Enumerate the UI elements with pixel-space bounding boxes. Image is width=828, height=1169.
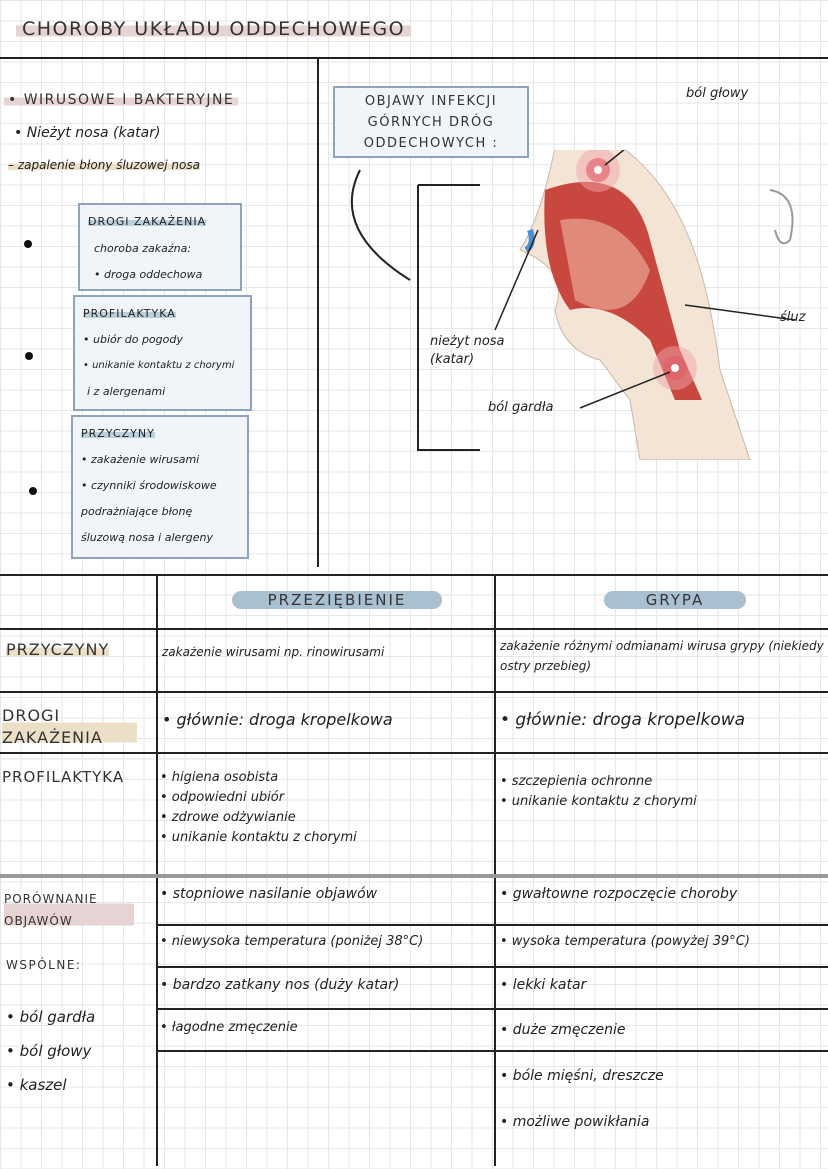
cell-cold-symptom: • łagodne zmęczenie [160, 1020, 298, 1035]
disease-name: • Nieżyt nosa (katar) [14, 125, 161, 141]
cell-cold-symptom: • stopniowe nasilanie objawów [160, 886, 378, 902]
respiratory-tract-illustration [330, 150, 828, 460]
cell-cold-prevention [160, 768, 357, 848]
list-item: • odpowiedni ubiór [160, 790, 285, 805]
box-title: DROGI ZAKAŻENIA [88, 215, 207, 228]
list-item: • higiena osobista [160, 770, 279, 785]
row-header-prevention: PROFILAKTYKA [2, 768, 125, 786]
label-sore-throat: ból gardła [488, 400, 554, 415]
label-mucus: śluz [780, 310, 806, 325]
cell-cold-symptom: • niewysoka temperatura (poniżej 38°C) [160, 934, 424, 949]
table-line [0, 874, 828, 878]
list-item: • ból gardła [6, 1008, 96, 1026]
column-header-cold: PRZEZIĘBIENIE [232, 591, 442, 609]
bullet [24, 240, 32, 248]
row-header-transmission: DROGI ZAKAŻENIA [2, 705, 137, 749]
table-line [156, 1008, 828, 1010]
table-line [0, 628, 828, 630]
disease-definition: – zapalenie błony śluzowej nosa [8, 158, 200, 172]
box-line: śluzową nosa i alergeny [81, 531, 214, 544]
cell-flu-symptom: • wysoka temperatura (powyżej 39°C) [500, 934, 750, 949]
list-item: • ból głowy [6, 1042, 92, 1060]
table-line [156, 576, 158, 1166]
box-line: i z alergenami [87, 385, 166, 398]
table-line [0, 752, 828, 754]
box-line: • zakażenie wirusami [81, 453, 200, 466]
cell-flu-symptom: • możliwe powikłania [500, 1114, 650, 1130]
row-header-causes: PRZYCZYNY [6, 640, 110, 659]
column-header-flu: GRYPA [604, 591, 746, 609]
list-item: • szczepienia ochronne [500, 774, 653, 789]
box-line: podrażniające błonę [81, 505, 193, 518]
cell-cold-symptom: • bardzo zatkany nos (duży katar) [160, 977, 400, 993]
label-rhinitis: nieżyt nosa (katar) [430, 334, 505, 367]
cell-flu-symptom: • gwałtowne rozpoczęcie choroby [500, 886, 738, 902]
bullet [25, 352, 33, 360]
cell-flu-symptom: • lekki katar [500, 977, 587, 993]
box-title: PRZYCZYNY [81, 427, 155, 440]
box-line: • unikanie kontaktu z chorymi [83, 360, 235, 371]
table-line [156, 924, 828, 926]
cell-flu-causes: zakażenie różnymi odmianami wirusa grypy (niekiedy ostry przebieg) [500, 639, 824, 673]
divider [0, 574, 828, 576]
divider [317, 57, 319, 567]
cell-cold-transmission: • głównie: droga kropelkowa [162, 710, 393, 729]
cell-flu-prevention [500, 772, 697, 812]
section-heading: • WIRUSOWE I BAKTERYJNE [4, 92, 238, 108]
info-box-transmission [78, 203, 242, 291]
box-line: choroba zakaźna: [94, 242, 192, 255]
box-title: PROFILAKTYKA [83, 307, 176, 320]
common-symptoms-label: WSPÓLNE: [6, 958, 82, 972]
box-line: • czynniki środowiskowe [81, 479, 217, 492]
list-item: • kaszel [6, 1076, 67, 1094]
cell-flu-symptom: • duże zmęczenie [500, 1022, 626, 1038]
list-item: • unikanie kontaktu z chorymi [500, 794, 697, 809]
box-line: • droga oddechowa [94, 268, 203, 281]
list-item: • zdrowe odżywianie [160, 810, 296, 825]
symptoms-box-title: OBJAWY INFEKCJI GÓRNYCH DRÓG ODDECHOWYCH : [333, 86, 529, 158]
cell-cold-causes: zakażenie wirusami np. rinowirusami [162, 645, 385, 659]
box-line: • ubiór do pogody [83, 333, 183, 346]
table-line [494, 576, 496, 1166]
table-line [156, 1050, 828, 1052]
table-line [156, 966, 828, 968]
cell-flu-symptom: • bóle mięśni, dreszcze [500, 1068, 664, 1084]
bullet [29, 487, 37, 495]
label-headache: ból głowy [686, 86, 749, 101]
list-item: • unikanie kontaktu z chorymi [160, 830, 357, 845]
page-title: CHOROBY UKŁADU ODDECHOWEGO [16, 18, 411, 40]
row-header-comparison: PORÓWNANIE OBJAWÓW [4, 888, 134, 932]
info-box-prevention [73, 295, 252, 411]
cell-flu-transmission: • głównie: droga kropelkowa [500, 710, 746, 730]
divider [0, 57, 828, 59]
common-symptoms-list [6, 1000, 95, 1102]
table-line [0, 691, 828, 693]
info-box-causes [71, 415, 249, 559]
